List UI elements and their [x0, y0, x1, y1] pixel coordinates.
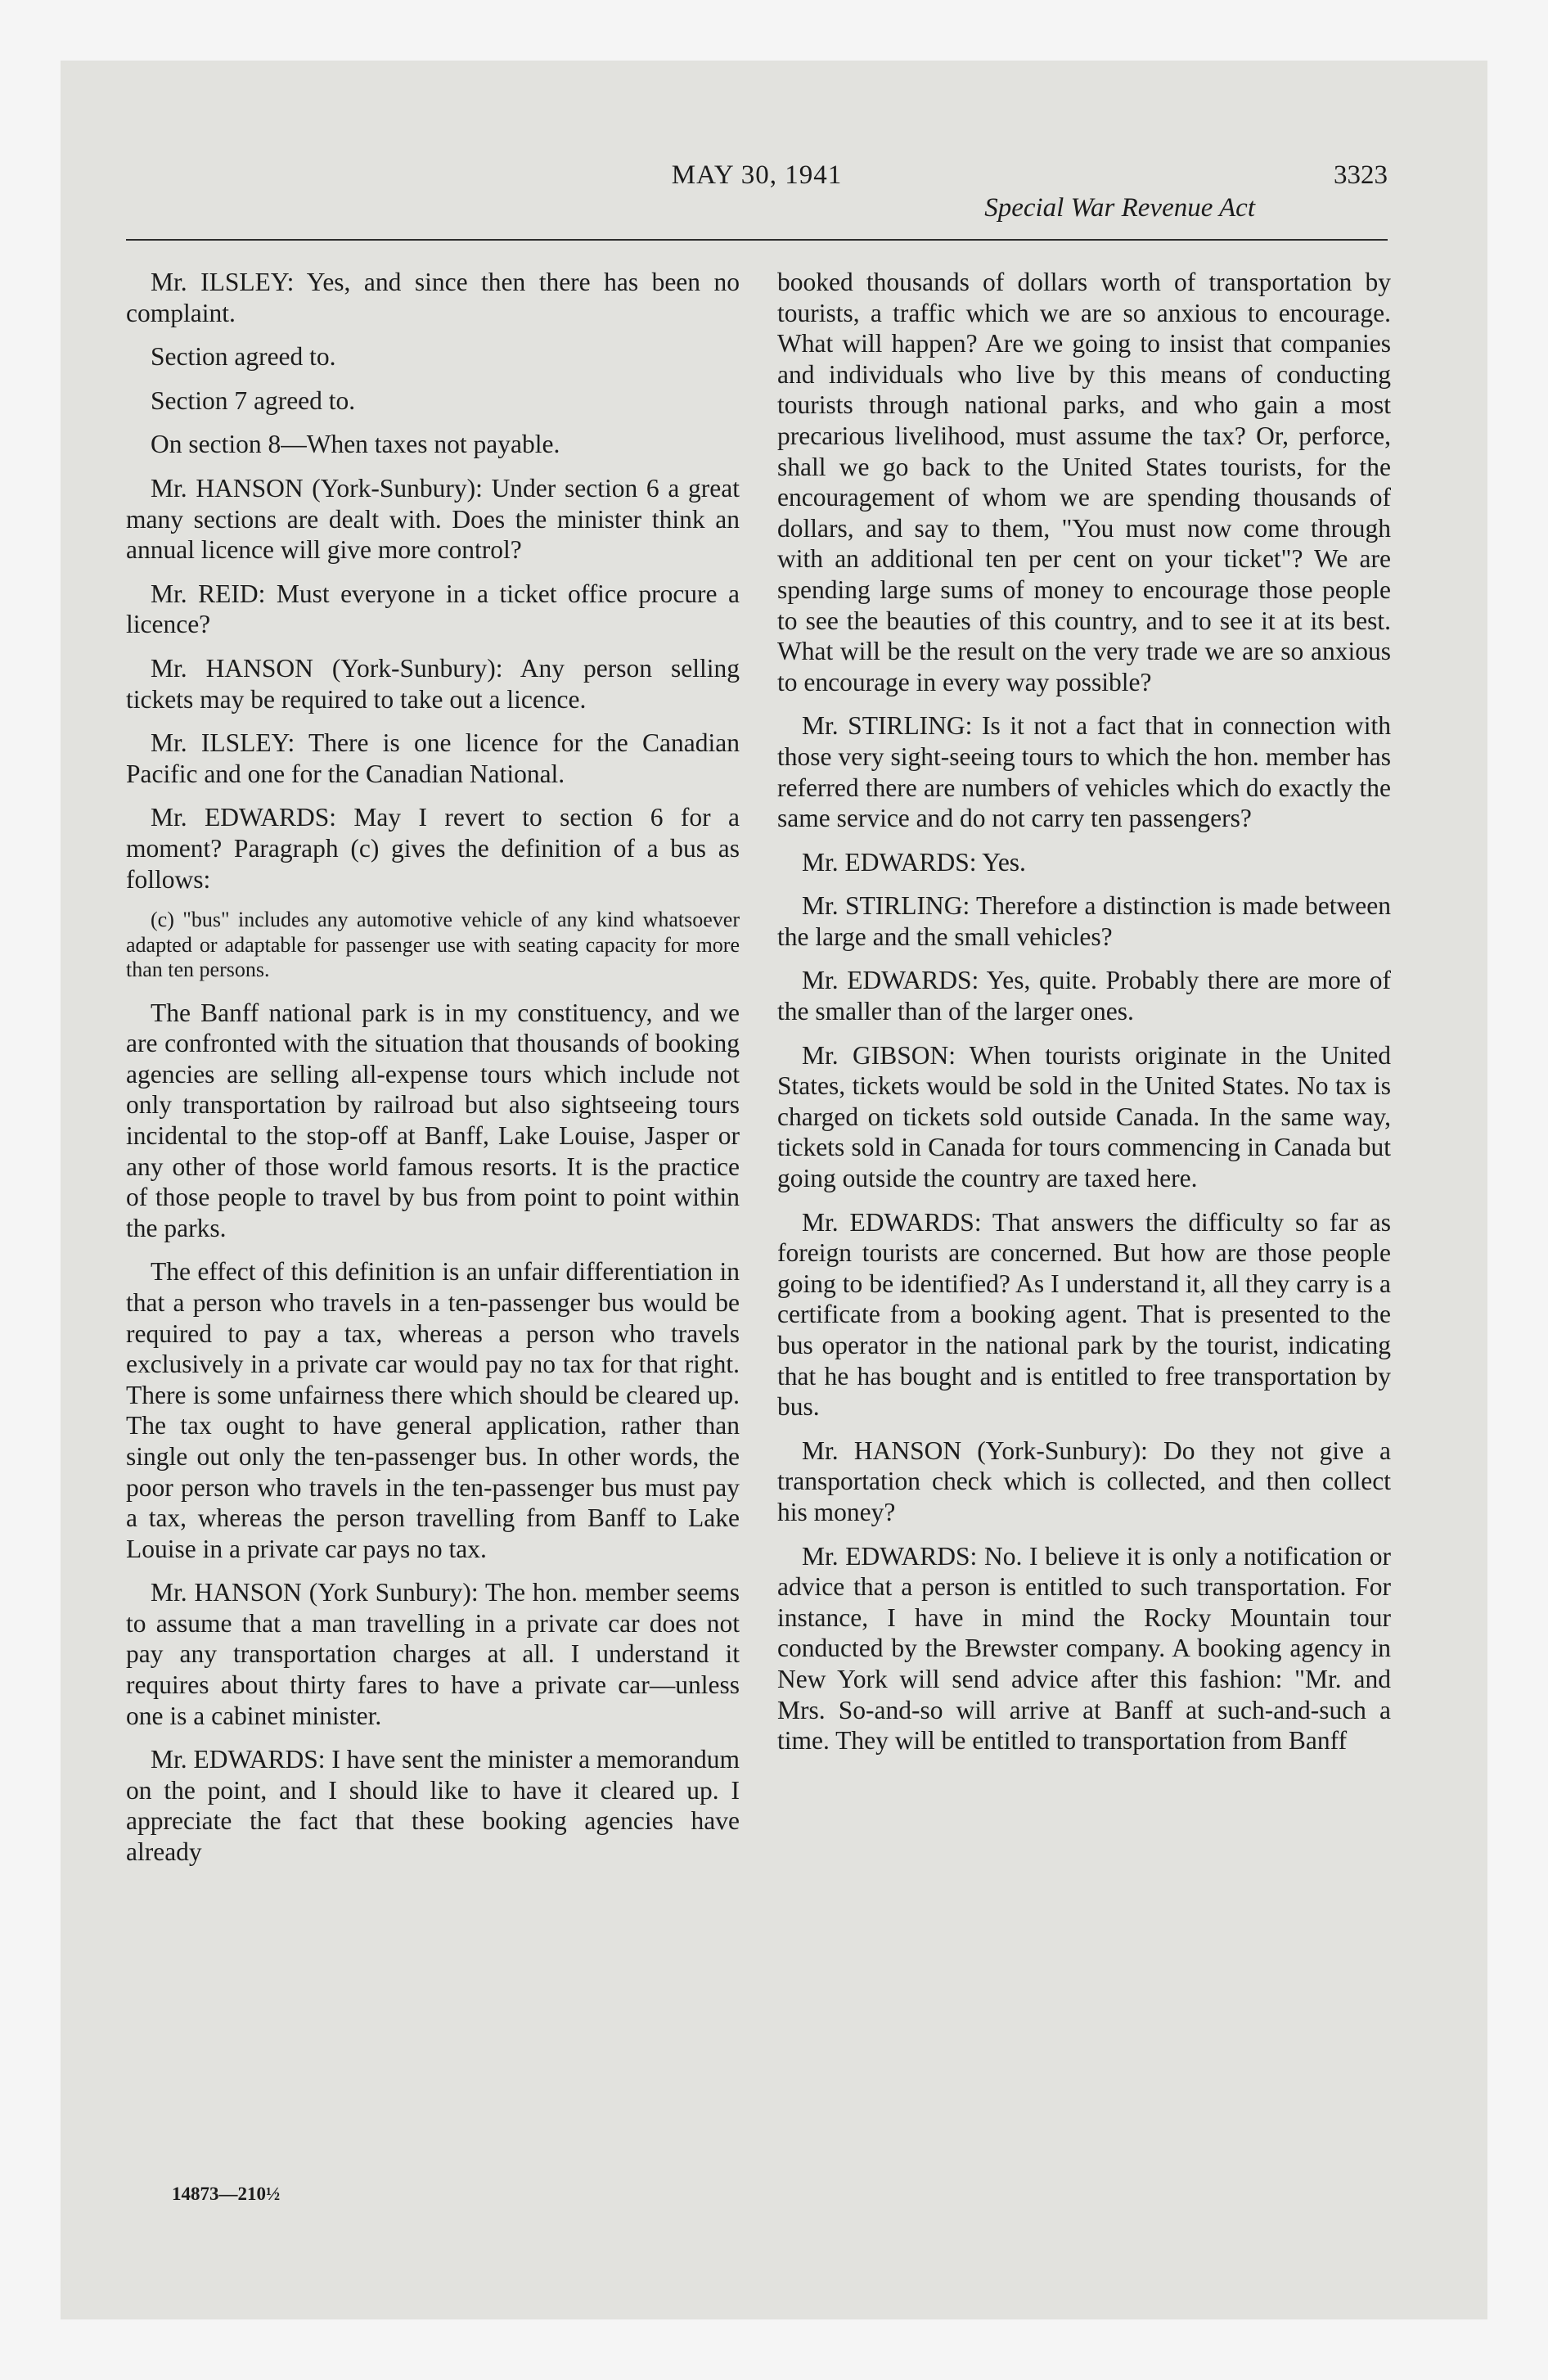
paragraph: Mr. HANSON (York Sunbury): The hon. member seems to assume that a man travelling in a private car does not pay any transportation charges at all. I understand it requires about thirty fares to have a private car—unless one is a cabinet minister.	[126, 1578, 740, 1730]
page-header	[126, 160, 1388, 234]
header-act-title: Special War Revenue Act	[984, 193, 1255, 223]
paragraph: Mr. EDWARDS: I have sent the minister a memorandum on the point, and I should like to have it cleared up. I appreciate the fact that these booking agencies have already	[126, 1745, 740, 1867]
paragraph: Mr. REID: Must everyone in a ticket office procure a licence?	[126, 579, 740, 639]
header-rule	[126, 239, 1388, 241]
paragraph: The Banff national park is in my constituency, and we are confronted with the situation that thousands of booking agencies are selling all-expense tours which include not only transportation by railroad but also sightseeing tours incidental to the stop-off at Banff, Lake Louise, Jasper or any other of those world famous resorts. It is the practice of those people to travel by bus from point to point within the parks.	[126, 998, 740, 1242]
paragraph: Mr. STIRLING: Is it not a fact that in connection with those very sight-seeing tours to which the hon. member has referred there are numbers of vehicles which do exactly the same service and do not carry ten passengers?	[777, 711, 1391, 833]
right-column	[777, 267, 1391, 1769]
page-number: 3323	[1334, 160, 1388, 190]
paragraph: Section 7 agreed to.	[151, 385, 356, 415]
paragraph: Mr. ILSLEY: There is one licence for the Canadian Pacific and one for the Canadian National.	[126, 728, 740, 788]
paragraph: Mr. HANSON (York-Sunbury): Under section 6 a great many sections are dealt with. Does the minister think an annual licence will give more control?	[126, 473, 740, 565]
paragraph: Mr. ILSLEY: Yes, and since then there has been no complaint.	[126, 268, 740, 327]
paragraph: booked thousands of dollars worth of transportation by tourists, a traffic which we are so anxious to encourage. What will happen? Are we going to insist that companies and individuals who live by this means of conducting tourists through national parks, and who gain a most precarious livelihood, must assume the tax? Or, perforce, shall we go back to the United States tourists, for the encouragement of whom we are spending thousands of dollars, and say to them, "You must now come through with an additional ten per cent on your ticket"? We are spending large sums of money to encourage those people to see the beauties of this country, and to see it at its best. What will be the result on the very trade we are so anxious to encourage in every way possible?	[777, 268, 1391, 696]
paragraph: On section 8—When taxes not payable.	[151, 430, 560, 459]
paragraph: Section agreed to.	[151, 342, 336, 372]
paragraph: Mr. HANSON (York-Sunbury): Any person selling tickets may be required to take out a licence.	[126, 653, 740, 714]
footer-signature-mark: 14873—210½	[172, 2184, 281, 2204]
paragraph: Mr. GIBSON: When tourists originate in the United States, tickets would be sold in the United States. No tax is charged on tickets sold outside Canada. In the same way, tickets sold in Canada for tours commencing in Canada but going outside the country are taxed here.	[777, 1040, 1391, 1193]
paragraph: Mr. EDWARDS: Yes.	[802, 847, 1026, 877]
paragraph: Mr. HANSON (York-Sunbury): Do they not give a transportation check which is collected, and then collect his money?	[777, 1436, 1391, 1526]
paragraph: Mr. EDWARDS: That answers the difficulty so far as foreign tourists are concerned. But how are those people going to be identified? As I understand it, all they carry is a certificate from a booking agent. That is presented to the bus operator in the national park by the tourist, indicating that he has bought and is entitled to free transportation by bus.	[777, 1207, 1391, 1422]
quoted-definition: (c) "bus" includes any automotive vehicle of any kind whatsoever adapted or adaptable for passenger use with seating capacity for more than ten persons.	[126, 908, 740, 982]
paragraph: Mr. STIRLING: Therefore a distinction is made between the large and the small vehicles?	[777, 891, 1391, 951]
paragraph: Mr. EDWARDS: May I revert to section 6 for a moment? Paragraph (c) gives the definition of a bus as follows:	[126, 803, 740, 894]
left-column	[126, 267, 740, 1881]
header-date: MAY 30, 1941	[671, 160, 843, 190]
paragraph: Mr. EDWARDS: Yes, quite. Probably there are more of the smaller than of the larger ones.	[777, 966, 1391, 1026]
paragraph: The effect of this definition is an unfair differentiation in that a person who travels in a ten-passenger bus would be required to pay a tax, whereas a person who travels exclusively in a private car would pay no tax for that right. There is some unfairness there which should be cleared up. The tax ought to have general application, rather than single out only the ten-passenger bus. In other words, the poor person who travels in the ten-passenger bus must pay a tax, whereas the person travelling from Banff to Lake Louise in a private car pays no tax.	[126, 1257, 740, 1563]
paragraph: Mr. EDWARDS: No. I believe it is only a notification or advice that a person is entitled to such transportation. For instance, I have in mind the Rocky Mountain tour conducted by the Brewster company. A booking agency in New York will send advice after this fashion: "Mr. and Mrs. So-and-so will arrive at Banff at such-and-such a time. They will be entitled to transportation from Banff	[777, 1541, 1391, 1756]
